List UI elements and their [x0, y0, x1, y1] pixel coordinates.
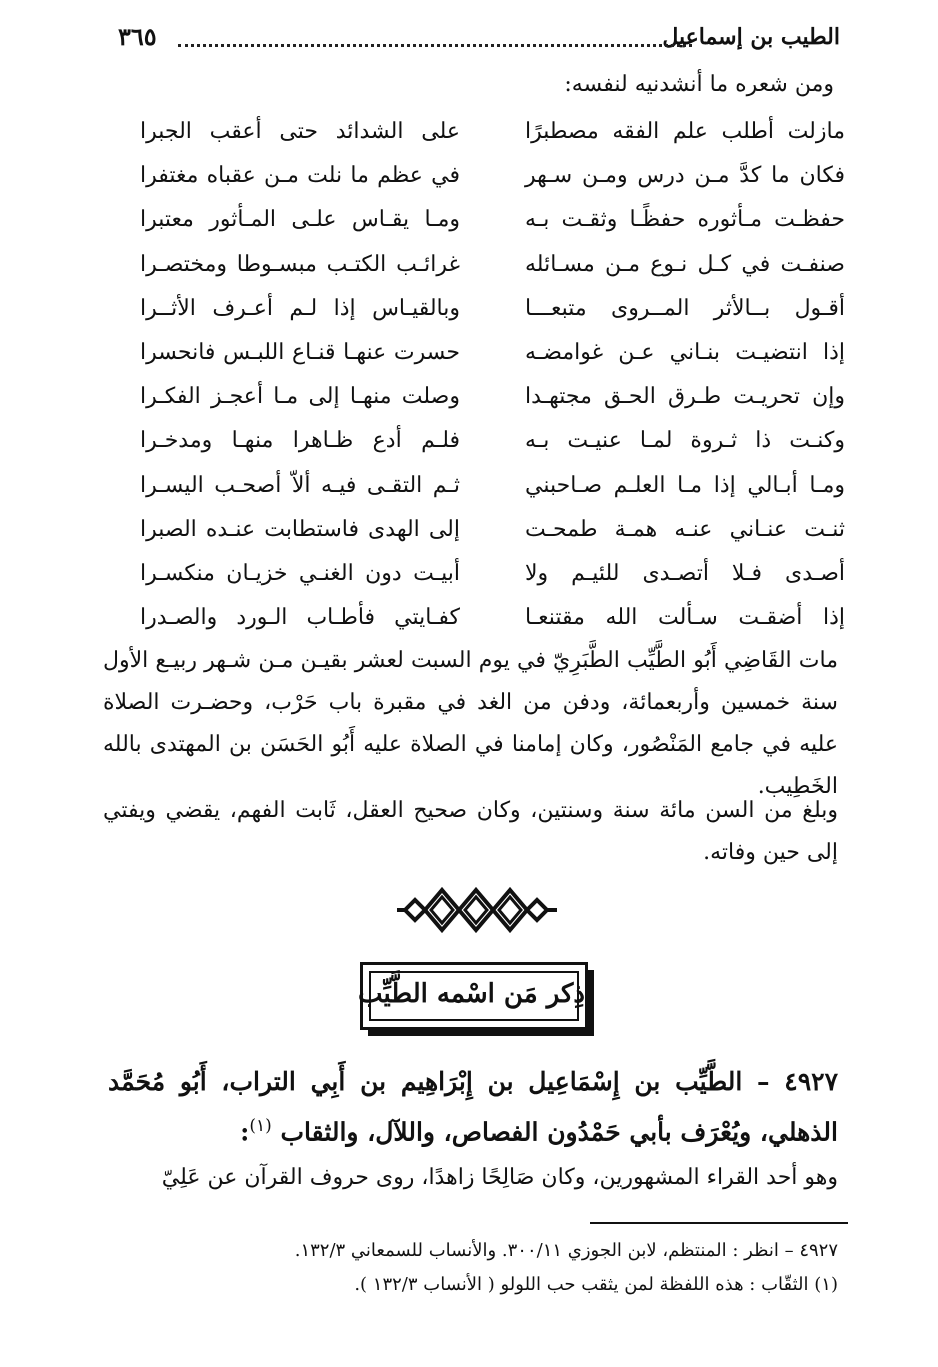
verse [140, 333, 845, 377]
verse-second-hemistich: وصلت منهـا إلى مـا أعجـز الفكـرا [140, 384, 460, 410]
footnote-separator [590, 1222, 848, 1224]
verse-first-hemistich: فكان ما كدَّ مـن درس ومـن سـهر [525, 163, 845, 189]
header-title: الطيب بن إسماعيل [662, 24, 840, 50]
verse-first-hemistich: إذا أضقـت سـألت الله مقتنعـا [525, 605, 845, 631]
footnote-1: (١) الثقّاب : هذه اللفظة لمن يثقب حب اللولو ( الأنساب ١٣٢/٣ ). [354, 1274, 838, 1295]
verse-first-hemistich: أصـدى فـلا أتصـدى للئيـم ولا [525, 560, 845, 586]
verse-first-hemistich: وكنـت ذا ثـروة لمـا عنيـت بـه [525, 428, 845, 454]
page-number: ٣٦٥ [118, 22, 157, 51]
verse-second-hemistich: كفـايتي فأطـاب الـورد والصـدرا [140, 605, 460, 631]
verse [140, 200, 845, 244]
verse [140, 554, 845, 598]
entry-heading-text: ٤٩٢٧ – الطَّيِّب بن إِسْمَاعِيل بن إِبْرَاهِيم بن أَبِي التراب، أَبُو مُحَمَّد الذهلي، ويُعْرَف بأبي حَمْدُون الفصاص، واللآل، والثقاب [108, 1067, 838, 1147]
verse-second-hemistich: غرائـب الكتـب مبسـوطا ومختصـرا [140, 251, 460, 277]
verse-second-hemistich: فلـم أدع ظـاهرا منهـا ومدخـرا [140, 428, 460, 454]
verse-first-hemistich: إذا انتضيـت بنـاني عـن غوامضـه [525, 339, 845, 365]
verse-first-hemistich: أقـول بــالأثر المــروى متبعـــا [525, 295, 845, 321]
footnote-sources: ٤٩٢٧ – انظر : المنتظم، لابن الجوزي ٣٠٠/١١. والأنساب للسمعاني ١٣٢/٣. [294, 1240, 838, 1261]
verse-first-hemistich: وإن تحريـت طـرق الحـق مجتهـدا [525, 384, 845, 410]
poem [140, 112, 845, 642]
header-leader-dots [178, 38, 692, 47]
age-paragraph: وبلغ من السن مائة سنة وسنتين، وكان صحيح العقل، ثَابت الفهم، يقضي ويفتي إلى حين وفاته. [103, 798, 838, 865]
verse-second-hemistich: إلى الهدى فاستطابت عنـده الصبرا [140, 516, 460, 542]
verse-second-hemistich: أبيـت دون الغنـي خزيـان منكسـرا [140, 560, 460, 586]
verse [140, 245, 845, 289]
verse-first-hemistich: صنفـت في كـل نـوع مـن مسـائله [525, 251, 845, 277]
verse [140, 112, 845, 156]
section-divider-ornament [395, 880, 565, 940]
verse-first-hemistich: حفظـت مـأثوره حفظًـا وثقـت بـه [525, 207, 845, 233]
verse-first-hemistich: مازلت أطلب علم الفقه مصطبرًا [525, 119, 845, 144]
box-frame [357, 962, 588, 1030]
section-title: ذِكر مَن اسْمه الطَّيِّب [357, 979, 585, 1009]
entry-body: وهو أحد القراء المشهورين، وكان صَالِحًا زاهدًا، روى حروف القرآن عن عَلِيّ [161, 1165, 838, 1190]
verse [140, 510, 845, 554]
verse-first-hemistich: ومـا أبـالي إذا مـا العلـم صـاحبني [525, 472, 845, 498]
verse [140, 289, 845, 333]
verse-second-hemistich: في عظم ما نلت مـن عقباه مغتفرا [140, 163, 460, 189]
verse [140, 156, 845, 200]
section-heading-box [357, 962, 592, 1034]
verse-second-hemistich: ثـم التقـى فيـه ألاّ أصحـب اليسـرا [140, 472, 460, 498]
running-header [118, 18, 840, 58]
poem-intro: ومن شعره ما أنشدنيه لنفسه: [564, 72, 834, 97]
footnote-marker: (١) [249, 1116, 272, 1136]
verse-second-hemistich: حسرت عنهـا قنـاع اللبـس فانحسرا [140, 339, 460, 365]
verse-first-hemistich: ثنـت عنـاني عنـه همـة طمحـت [525, 516, 845, 542]
entry-heading [108, 1060, 838, 1154]
death-paragraph: مات القَاضِي أَبُو الطَّيِّب الطَّبَرِيّ في يوم السبت لعشر بقيـن مـن شـهر ربيـع الأول سنة خمسين وأربعمائة، ودفن من الغد في مقبرة باب حَرْب، وحضـرت الصلاة عليه في جامع المَنْصُور، وكان إمامنا في الصلاة عليه أَبُو الحَسَن بن المهتدى بالله الخَطِيب. [103, 648, 838, 799]
verse-second-hemistich: وبالقيـاس إذا لـم أعـرف الأثــرا [140, 295, 460, 321]
verse [140, 598, 845, 642]
entry-heading-end: : [240, 1117, 250, 1147]
verse [140, 421, 845, 465]
verse [140, 466, 845, 510]
verse [140, 377, 845, 421]
verse-second-hemistich: على الشدائد حتى أعقب الجبرا [140, 119, 460, 144]
verse-second-hemistich: ومـا يقـاس علـى المـأثور معتبرا [140, 207, 460, 233]
